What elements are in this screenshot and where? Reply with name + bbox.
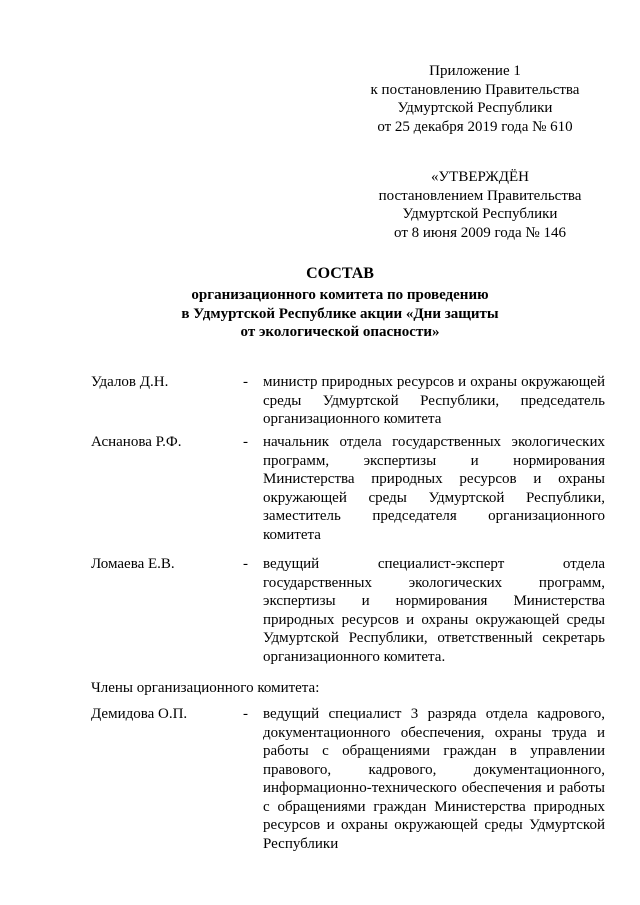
member-name: Удалов Д.Н.: [91, 374, 169, 390]
member-name: Ломаева Е.В.: [91, 556, 175, 572]
title-subtitle-line: от экологической опасности»: [240, 324, 440, 340]
member-description: ведущий специалист 3 разряда отдела кадрового, документационного обеспечения, охраны труда и работы с обращениями граждан в управлении правового, кадрового, документационного, информационно-технического обеспечения и работы с обращениями граждан Министерства природных ресурсов и охраны окружающей среды Удмуртской Республики: [263, 706, 605, 852]
member-description: министр природных ресурсов и охраны окружающей среды Удмуртской Республики, председатель организационного комитета: [263, 374, 605, 427]
member-dash: -: [243, 374, 248, 390]
member-name: Аснанова Р.Ф.: [91, 434, 182, 450]
approval-line: Удмуртской Республики: [402, 206, 558, 222]
title-heading: СОСТАВ: [306, 265, 374, 282]
annex-header: [350, 62, 600, 136]
approval-line: «УТВЕРЖДЁН: [431, 169, 529, 185]
member-description: начальник отдела государственных экологических программ, экспертизы и нормирования Министерства природных ресурсов и охраны окружающей среды Удмуртской Республики, заместитель председателя организационного комитета: [263, 434, 605, 543]
document-title: [120, 264, 560, 342]
annex-line: Удмуртской Республики: [397, 100, 553, 116]
title-subtitle-line: организационного комитета по проведению: [191, 287, 489, 303]
member-dash: -: [243, 434, 248, 450]
member-dash: -: [243, 556, 248, 572]
annex-line: Приложение 1: [429, 63, 521, 79]
annex-line: к постановлению Правительства: [370, 81, 580, 98]
member-description: ведущий специалист-эксперт отдела государственных экологических программ, экспертизы и нормирования Министерства природных ресурсов и охраны окружающей среды Удмуртской Республики, ответственный секретарь организационного комитета.: [263, 556, 605, 665]
member-dash: -: [243, 706, 248, 722]
annex-line: от 25 декабря 2019 года № 610: [377, 118, 573, 135]
members-heading: Члены организационного комитета:: [91, 680, 320, 696]
approval-line: постановлением Правительства: [378, 187, 582, 204]
approval-line: от 8 июня 2009 года № 146: [394, 224, 566, 241]
member-name: Демидова О.П.: [91, 706, 188, 722]
approval-block: [355, 168, 605, 242]
title-subtitle-line: в Удмуртской Республике акции «Дни защиты: [181, 305, 499, 322]
